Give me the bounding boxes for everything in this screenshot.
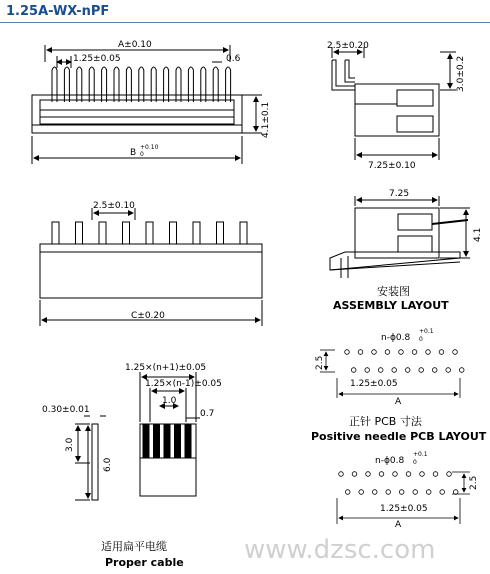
top-pin [176,67,181,102]
pcb2-hole-tol-lower: 0 [413,459,417,466]
mid-pin [146,222,153,244]
top-pin [102,67,107,102]
pcb2-hole-tol-upper: +0.1 [413,451,428,458]
mid-pin [76,222,83,244]
assembly-caption-en: ASSEMBLY LAYOUT [333,299,449,312]
pcb2-hole-top [339,472,344,477]
pcb1-hole-top [345,350,350,355]
cable-dim-total: 1.25×(n+1)±0.05 [125,363,207,373]
dim-b: B [130,148,137,158]
pcb-layout-2 [337,472,470,524]
top-pin [139,67,144,102]
pcb1-hole-top [385,350,390,355]
cable-caption-en: Proper cable [105,556,184,569]
dim-side-top: 2.5±0.20 [327,41,369,51]
pcb2-dim-pitch: 1.25±0.05 [380,504,428,514]
pcb1-hole-bottom [351,368,356,373]
pcb1-hole-top [399,350,404,355]
pcb2-hole-top [366,472,371,477]
pcb1-hole-top [412,350,417,355]
cable-conductor [175,424,181,458]
dim-height-top: 4.1±0.1 [261,101,271,138]
pcb2-hole-top [393,472,398,477]
pcb2-hole-bottom [386,490,391,495]
top-pin [164,67,169,102]
mid-pin [123,222,130,244]
cable-dim-gap: 0.7 [200,409,215,419]
cable-view [75,372,200,500]
pcb1-hole-bottom [459,368,464,373]
cable-conductor [154,424,160,458]
pcb2-dim-a: A [395,520,402,530]
top-pins [52,67,231,102]
dim-assembly-height: 4.1 [473,227,483,242]
top-pin [77,67,82,102]
pcb-caption-en: Positive needle PCB LAYOUT [311,430,487,443]
cable-dim-3: 3.0 [65,437,75,452]
cable-conductor [143,424,149,458]
top-pin [201,67,206,102]
pcb1-dim-a: A [395,397,402,407]
pcb1-hole-bottom [365,368,370,373]
dim-mid-pitch: 2.5±0.10 [93,201,135,211]
mid-pin [240,222,247,244]
mid-pins [52,222,247,244]
mid-pin [170,222,177,244]
dim-assembly-width: 7.25 [389,189,410,199]
pcb2-hole-top [352,472,357,477]
pcb1-hole-top [372,350,377,355]
pcb1-hole-top [426,350,431,355]
dim-c: C±0.20 [131,311,165,321]
dim-pitch-top: 1.25±0.05 [73,54,121,64]
top-pin [188,67,193,102]
mid-pin [193,222,200,244]
pcb1-hole-top [439,350,444,355]
top-pin [226,67,231,102]
bottom-front-view [40,208,262,326]
pcb1-dim-left: 2.5 [315,355,325,370]
pcb1-hole-bottom [378,368,383,373]
pcb-layout-1 [320,350,464,398]
dim-b-tol-lower: 0 [140,151,144,158]
top-pin [89,67,94,102]
side-view [332,47,456,160]
mid-pin [99,222,106,244]
pcb2-hole-top [433,472,438,477]
pcb1-hole-top [358,350,363,355]
pcb2-hole-top [447,472,452,477]
cable-conductor [185,424,191,458]
dim-side-bottom: 7.25±0.10 [368,161,416,171]
pcb1-holes [345,350,464,373]
page-title: 1.25A-WX-nPF [6,4,110,19]
pcb1-hole-bottom [446,368,451,373]
top-pin [64,67,69,102]
pcb2-holes [339,472,458,495]
pcb1-hole-top [453,350,458,355]
cable-caption-cn: 适用扁平电缆 [101,540,167,553]
top-pin [114,67,119,102]
pcb2-hole-bottom [413,490,418,495]
pcb2-hole-bottom [345,490,350,495]
assembly-caption-cn: 安装图 [377,285,410,298]
dim-side-right: 3.0±0.2 [456,55,466,92]
assembly-view [330,196,470,278]
cable-dim-inner: 1.25×(n-1)±0.05 [145,379,222,389]
pcb2-hole-bottom [440,490,445,495]
cable-stripes [143,424,191,458]
pcb-caption-cn: 正针 PCB 寸法 [349,415,422,428]
pcb1-hole-tol-lower: 0 [419,336,423,343]
pcb2-hole-bottom [399,490,404,495]
pcb2-hole-top [406,472,411,477]
cable-dim-thick: 0.30±0.01 [42,405,90,415]
pcb1-hole-bottom [405,368,410,373]
pcb1-dim-pitch: 1.25±0.05 [350,379,398,389]
cable-dim-6: 6.0 [103,457,113,472]
top-pin [213,67,218,102]
pcb1-hole-tol-upper: +0.1 [419,328,434,335]
dim-pin-width: 0.6 [226,54,241,64]
dim-b-tol-upper: +0.10 [140,144,159,151]
mid-pin [52,222,59,244]
pcb1-hole-bottom [432,368,437,373]
pcb1-hole: n-ϕ0.8 [381,333,411,343]
pcb2-hole-top [420,472,425,477]
pcb2-hole-top [379,472,384,477]
pcb1-hole-bottom [419,368,424,373]
top-pin [151,67,156,102]
watermark: www.dzsc.com [244,535,436,565]
pcb2-dim-right: 2.5 [469,475,479,490]
mid-pin [217,222,224,244]
top-pin [52,67,57,102]
top-pin [126,67,131,102]
pcb1-hole-bottom [392,368,397,373]
cable-conductor [164,424,170,458]
pcb2-hole-bottom [359,490,364,495]
cable-dim-one: 1.0 [162,396,177,406]
pcb2-hole-bottom [372,490,377,495]
pcb2-hole: n-ϕ0.8 [375,456,405,466]
pcb2-hole-bottom [426,490,431,495]
dim-a: A±0.10 [118,40,152,50]
